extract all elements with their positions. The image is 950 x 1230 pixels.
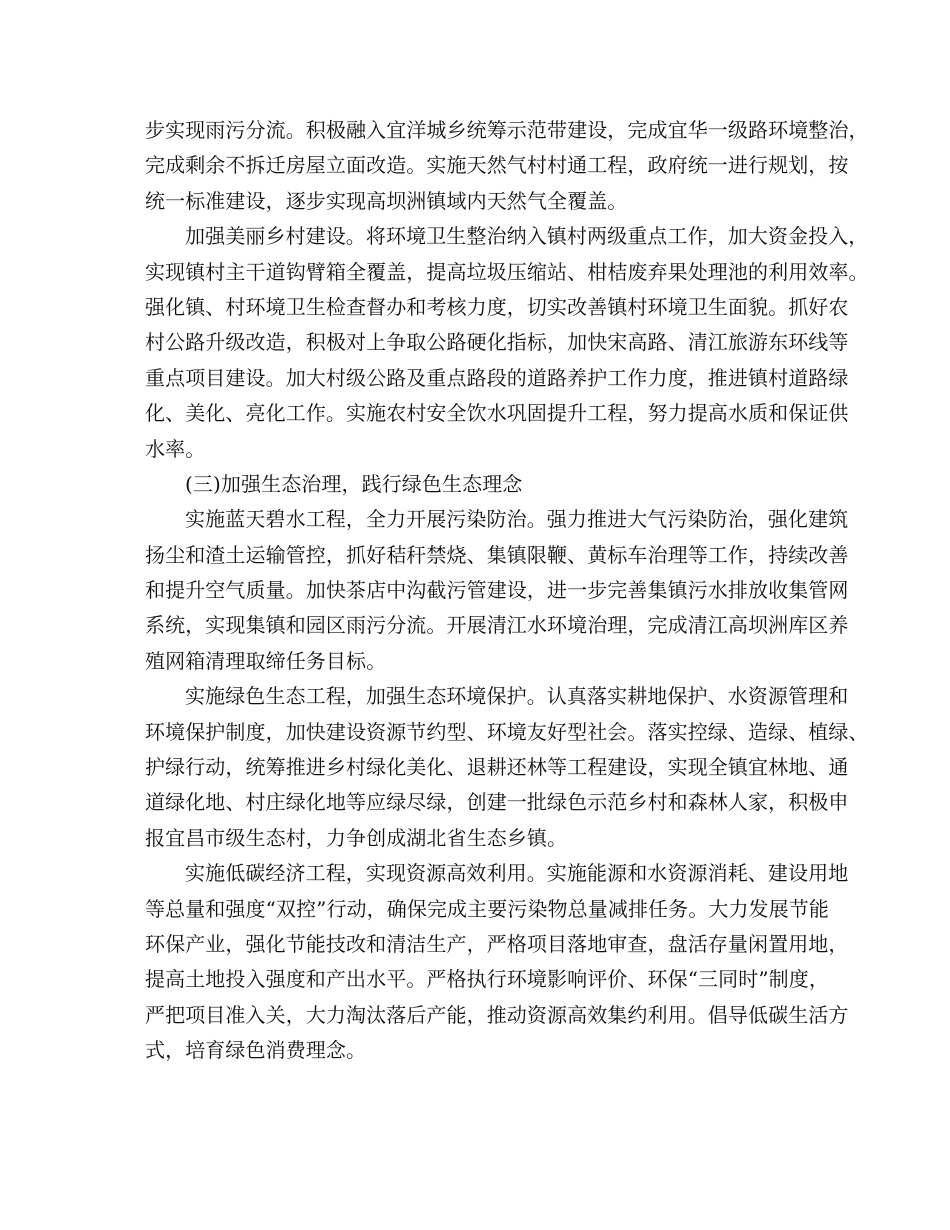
text-line: 环保产业，强化节能技改和清洁生产，严格项目落地审查，盘活存量闲置用地， bbox=[145, 931, 849, 956]
text-line: 统一标准建设，逐步实现高坝洲镇域内天然气全覆盖。 bbox=[145, 188, 628, 213]
text-line: 系统，实现集镇和园区雨污分流。开展清江水环境治理，完成清江高坝洲库区养 bbox=[145, 613, 849, 638]
text-line: 扬尘和渣土运输管控，抓好秸秆禁烧、集镇限鞭、黄标车治理等工作，持续改善 bbox=[145, 542, 849, 567]
text-line: 护绿行动，统筹推进乡村绿化美化、退耕还林等工程建设，实现全镇宜林地、通 bbox=[145, 755, 849, 780]
text-line: 重点项目建设。加大村级公路及重点路段的道路养护工作力度，推进镇村道路绿 bbox=[145, 365, 849, 390]
text-line: 道绿化地、村庄绿化地等应绿尽绿，创建一批绿色示范乡村和森林人家，积极申 bbox=[145, 790, 849, 815]
paragraph-start-line: 实施蓝天碧水工程，全力开展污染防治。强力推进大气污染防治，强化建筑 bbox=[185, 507, 849, 532]
text-line: 完成剩余不拆迁房屋立面改造。实施天然气村村通工程，政府统一进行规划，按 bbox=[145, 153, 849, 178]
paragraph-start-line: 加强美丽乡村建设。将环境卫生整治纳入镇村两级重点工作，加大资金投入， bbox=[185, 224, 869, 249]
text-line: 化、美化、亮化工作。实施农村安全饮水巩固提升工程，努力提高水质和保证供 bbox=[145, 401, 849, 426]
text-line: 实现镇村主干道钩臂箱全覆盖，提高垃圾压缩站、柑桔废弃果处理池的利用效率。 bbox=[145, 259, 869, 284]
paragraph-start-line: 实施低碳经济工程，实现资源高效利用。实施能源和水资源消耗、建设用地 bbox=[185, 861, 849, 886]
text-line: 提高土地投入强度和产出水平。严格执行环境影响评价、环保“三同时”制度， bbox=[145, 967, 829, 992]
text-line: 等总量和强度“双控”行动，确保完成主要污染物总量减排任务。大力发展节能 bbox=[145, 896, 829, 921]
text-line: 式，培育绿色消费理念。 bbox=[145, 1038, 367, 1063]
text-line: 严把项目准入关，大力淘汰落后产能，推动资源高效集约利用。倡导低碳生活方 bbox=[145, 1002, 849, 1027]
text-line: 强化镇、村环境卫生检查督办和考核力度，切实改善镇村环境卫生面貌。抓好农 bbox=[145, 294, 849, 319]
paragraph-start-line: 实施绿色生态工程，加强生态环境保护。认真落实耕地保护、水资源管理和 bbox=[185, 684, 849, 709]
text-line: 和提升空气质量。加快茶店中沟截污管建设，进一步完善集镇污水排放收集管网 bbox=[145, 578, 849, 603]
text-line: 报宜昌市级生态村，力争创成湖北省生态乡镇。 bbox=[145, 825, 568, 850]
document-body bbox=[145, 113, 869, 1069]
text-line: 水率。 bbox=[145, 436, 206, 461]
text-line: 殖网箱清理取缔任务目标。 bbox=[145, 648, 387, 673]
text-line: 步实现雨污分流。积极融入宜洋城乡统筹示范带建设，完成宜华一级路环境整治， bbox=[145, 118, 869, 142]
text-line: 环境保护制度，加快建设资源节约型、环境友好型社会。落实控绿、造绿、植绿、 bbox=[145, 719, 869, 744]
section-heading: (三)加强生态治理，践行绿色生态理念 bbox=[185, 471, 523, 496]
text-line: 村公路升级改造，积极对上争取公路硬化指标，加快宋高路、清江旅游东环线等 bbox=[145, 330, 849, 355]
